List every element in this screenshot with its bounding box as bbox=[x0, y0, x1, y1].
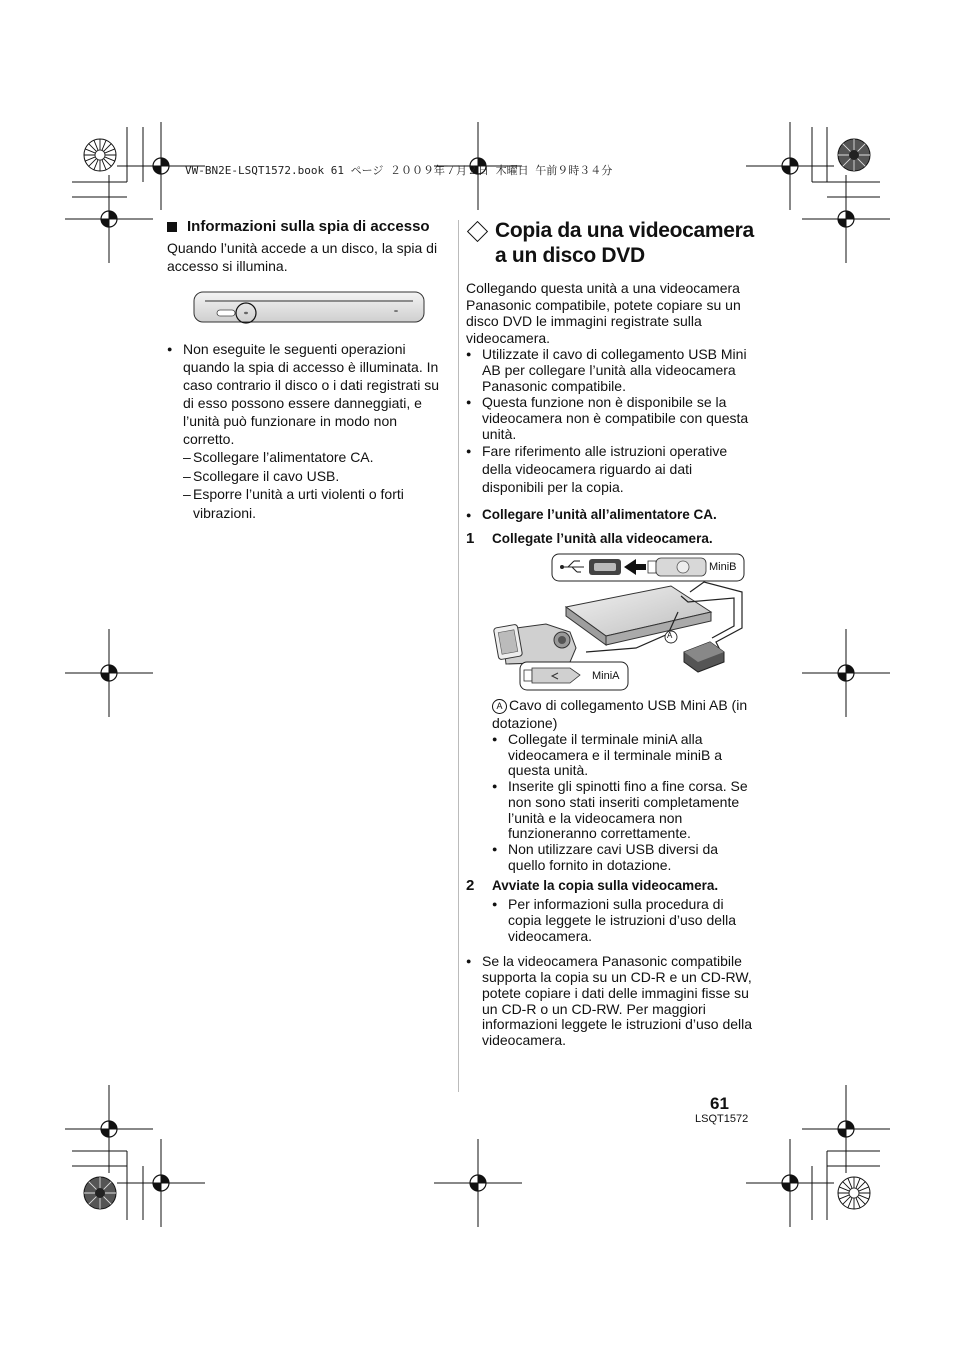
note-item: ● Collegate il terminale miniA alla videocamera e il terminale miniB a questa unità. bbox=[492, 732, 756, 779]
step-number: 2 bbox=[466, 877, 475, 895]
prereq-item: ● Collegare l’unità all’alimentatore CA. bbox=[466, 506, 756, 524]
note-item: ● Per informazioni sulla procedura di copia leggete le istruzioni d’uso della videocamera. bbox=[492, 897, 756, 944]
step2-notes bbox=[466, 897, 756, 944]
right-column bbox=[466, 218, 756, 1049]
print-header: VW-BN2E-LSQT1572.book 61 ページ ２００９年７月２日 木曜日 午前９時３４分 bbox=[185, 164, 613, 177]
dash-list bbox=[167, 448, 452, 522]
step1-notes bbox=[466, 732, 756, 873]
warning-list bbox=[167, 340, 452, 448]
left-column bbox=[167, 218, 452, 522]
note-item: ● Utilizzate il cavo di collegamento USB Mini AB per collegare l’unità alla videocamera Panasonic compatibile. bbox=[466, 346, 756, 394]
step-text: Collegate l’unità alla videocamera. bbox=[492, 531, 713, 546]
note-item: ● Se la videocamera Panasonic compatibile supporta la copia su un CD-R e un CD-RW, potete copiare i dati delle immagini fisse su un CD-R o un CD-RW. Per maggiori informazioni leggete le istruzioni d’uso della videocamera. bbox=[466, 954, 756, 1048]
circled-a-icon: A bbox=[492, 699, 507, 714]
diamond-icon bbox=[467, 221, 488, 242]
prereq-list bbox=[466, 506, 756, 524]
dash-item: – Scollegare l’alimentatore CA. bbox=[183, 448, 452, 467]
access-light-intro: Quando l’unità accede a un disco, la spia di accesso si illumina. bbox=[167, 240, 438, 274]
callout-a-label: A bbox=[667, 631, 673, 640]
document-code: LSQT1572 bbox=[695, 1113, 749, 1125]
drive-front-illustration bbox=[193, 289, 452, 330]
warning-item: ● Non eseguite le seguenti operazioni quando la spia di accesso è illuminata. In caso contrario il disco o i dati registrati su di esso possono essere danneggiati, e l’unità può funzionare in modo non corretto. bbox=[167, 340, 452, 448]
section-title: Copia da una videocamera a un disco DVD bbox=[466, 218, 756, 268]
dash-item: – Scollegare il cavo USB. bbox=[183, 467, 452, 486]
note-item: ● Fare riferimento alle istruzioni operative della videocamera riguardo ai dati disponibili per la copia. bbox=[466, 442, 756, 496]
step-text: Avviate la copia sulla videocamera. bbox=[492, 878, 719, 894]
page-number: 61 bbox=[710, 1094, 729, 1113]
note-item: ● Non utilizzare cavi USB diversi da quello fornito in dotazione. bbox=[492, 842, 756, 873]
step-number: 1 bbox=[466, 530, 475, 547]
note-item: ● Inserite gli spinotti fino a fine corsa. Se non sono stati inseriti completamente l’unità e la videocamera non funzioneranno correttamente. bbox=[492, 779, 756, 842]
final-notes bbox=[466, 954, 756, 1048]
copy-notes bbox=[466, 346, 756, 496]
dash-item: – Esporre l’unità a urti violenti o forti vibrazioni. bbox=[183, 485, 452, 522]
copy-intro: Collegando questa unità a una videocamera Panasonic compatibile, potete copiare su un disco DVD le immagini registrate sulla videocamera. bbox=[466, 280, 741, 346]
column-divider bbox=[458, 220, 459, 1092]
square-bullet-icon bbox=[167, 222, 177, 232]
section-heading: Informazioni sulla spia di accesso bbox=[167, 218, 452, 235]
connection-illustration bbox=[466, 552, 756, 694]
note-item: ● Questa funzione non è disponibile se la videocamera non è compatibile con questa unità. bbox=[466, 394, 756, 442]
cable-note: A Cavo di collegamento USB Mini AB (in dotazione) bbox=[492, 697, 748, 731]
step-2 bbox=[466, 877, 756, 895]
step-1 bbox=[466, 530, 756, 548]
minib-label: MiniB bbox=[709, 561, 737, 573]
minia-label: MiniA bbox=[592, 670, 620, 682]
